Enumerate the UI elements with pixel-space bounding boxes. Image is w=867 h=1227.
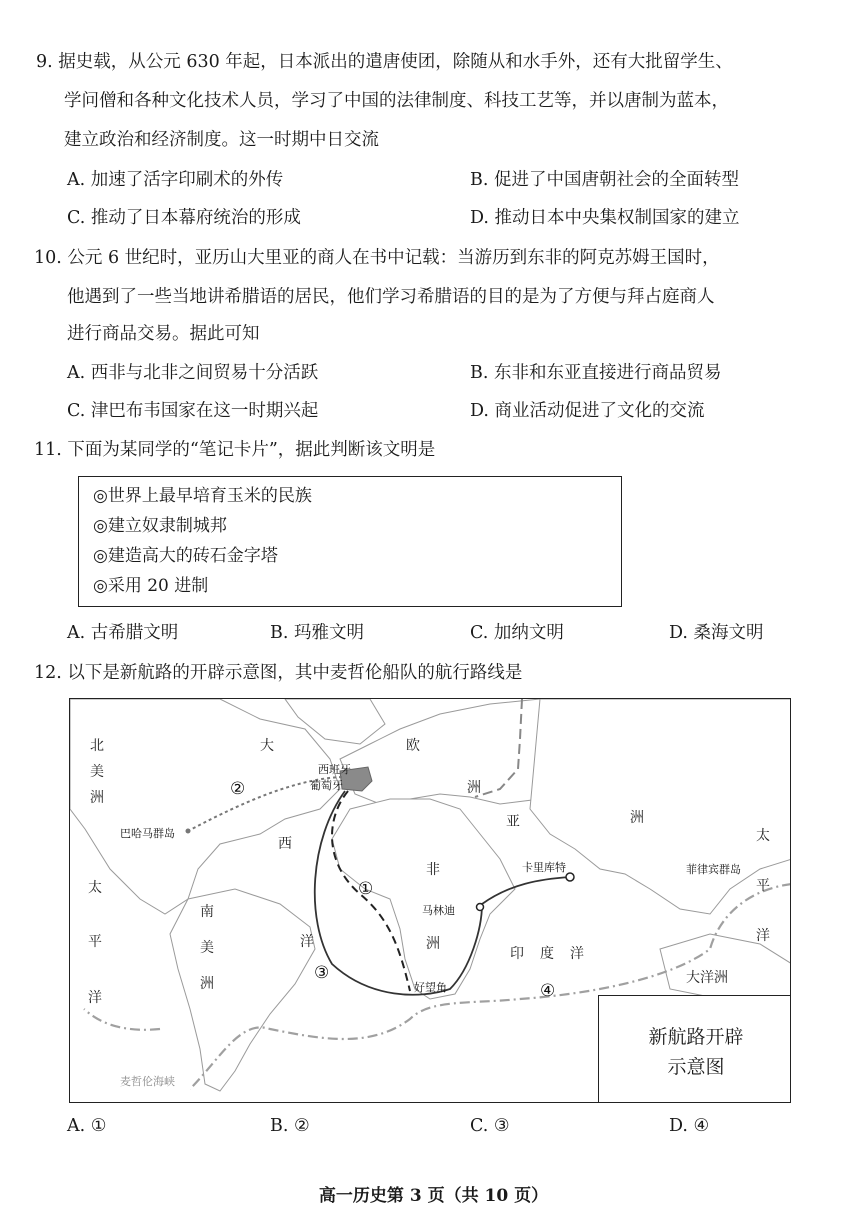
label-north-america-3: 洲 [90, 790, 104, 806]
bahamas-marker [186, 829, 191, 834]
q10-line-1: 10. 公元 6 世纪时，亚历山大里亚的商人在书中记载：当游历到东非的阿克苏姆王国时， [34, 248, 720, 268]
q12-option-d[interactable]: D. ④ [669, 1116, 710, 1136]
label-pacific-right-1: 太 [756, 828, 770, 844]
label-indian-ocean-3: 洋 [570, 946, 584, 962]
label-pacific-right-2: 平 [756, 878, 770, 894]
q11-option-c[interactable]: C. 加纳文明 [470, 623, 564, 643]
q10-option-a[interactable]: A. 西非与北非之间贸易十分活跃 [67, 363, 319, 383]
q10-option-d[interactable]: D. 商业活动促进了文化的交流 [470, 401, 705, 421]
route-2-label: ② [230, 779, 246, 799]
label-atlantic-1: 大 [260, 738, 274, 754]
map-title-line-1: 新航路开辟 [648, 1026, 744, 1048]
place-portugal: 葡萄牙 [310, 779, 343, 792]
label-oceania: 大洋洲 [686, 970, 728, 986]
calicut-marker [566, 873, 574, 881]
q10-option-c[interactable]: C. 津巴布韦国家在这一时期兴起 [67, 401, 319, 421]
africa-landmass [332, 799, 515, 999]
label-asia-2: 洲 [630, 810, 644, 826]
place-spain: 西班牙 [318, 763, 351, 776]
place-philippines: 菲律宾群岛 [686, 863, 741, 876]
q11-line: 11. 下面为某同学的“笔记卡片”，据此判断该文明是 [34, 440, 436, 460]
q11-option-a[interactable]: A. 古希腊文明 [67, 623, 179, 643]
label-north-america-2: 美 [90, 764, 104, 780]
q9-option-c[interactable]: C. 推动了日本幕府统治的形成 [67, 208, 301, 228]
label-africa-1: 非 [426, 862, 440, 878]
route-4-pacific-arrow [84, 1009, 160, 1030]
q10-line-2: 他遇到了一些当地讲希腊语的居民，他们学习希腊语的目的是为了方便与拜占庭商人 [67, 287, 715, 307]
note-card-item: ◎世界上最早培育玉米的民族 [93, 486, 312, 506]
q9-line-3: 建立政治和经济制度。这一时期中日交流 [64, 130, 379, 150]
note-card-item: ◎建造高大的砖石金字塔 [93, 546, 278, 566]
label-asia-1: 亚 [506, 814, 520, 830]
label-pacific-right-3: 洋 [756, 928, 770, 944]
label-south-america-3: 洲 [200, 976, 214, 992]
place-bahamas: 巴哈马群岛 [120, 827, 175, 840]
q11-option-d[interactable]: D. 桑海文明 [669, 623, 764, 643]
q9-line-1: 9. 据史载，从公元 630 年起，日本派出的遣唐使团，除随从和水手外，还有大批留学生、 [36, 52, 733, 72]
q12-option-b[interactable]: B. ② [270, 1116, 310, 1136]
label-atlantic-2: 西 [278, 836, 292, 852]
q9-option-b[interactable]: B. 促进了中国唐朝社会的全面转型 [470, 170, 739, 190]
route-4-label: ④ [540, 981, 556, 1001]
label-europe-2: 洲 [467, 780, 481, 796]
new-sea-routes-map [69, 698, 791, 1103]
q12-option-c[interactable]: C. ③ [470, 1116, 510, 1136]
q9-line-2: 学问僧和各种文化技术人员，学习了中国的法律制度、科技工艺等，并以唐制为蓝本， [64, 91, 729, 111]
label-south-america-2: 美 [200, 940, 214, 956]
label-pacific-left-3: 洋 [88, 990, 102, 1006]
label-north-america-1: 北 [90, 738, 104, 754]
place-malindi: 马林迪 [422, 904, 455, 917]
place-calicut: 卡里库特 [522, 861, 566, 874]
label-atlantic-3: 洋 [300, 934, 314, 950]
label-africa-2: 洲 [426, 936, 440, 952]
place-cape-good-hope: 好望角 [414, 981, 447, 994]
q11-option-b[interactable]: B. 玛雅文明 [270, 623, 364, 643]
label-indian-ocean-2: 度 [540, 946, 554, 962]
north-america-landmass [70, 699, 340, 914]
label-indian-ocean-1: 印 [510, 946, 524, 962]
q12-line: 12. 以下是新航路的开辟示意图，其中麦哲伦船队的航行路线是 [34, 663, 523, 683]
label-south-america-1: 南 [200, 904, 214, 920]
malindi-marker [477, 904, 484, 911]
note-card [78, 476, 622, 607]
route-1-label: ① [358, 879, 374, 899]
label-pacific-left-2: 平 [88, 934, 102, 950]
label-europe-1: 欧 [406, 738, 420, 754]
q9-option-d[interactable]: D. 推动日本中央集权制国家的建立 [470, 208, 740, 228]
south-america-landmass [170, 889, 315, 1091]
asia-landmass [530, 699, 791, 914]
label-pacific-left-1: 太 [88, 880, 102, 896]
note-card-item: ◎采用 20 进制 [93, 576, 209, 596]
page-footer: 高一历史第 3 页（共 10 页） [318, 1186, 549, 1206]
route-3-label: ③ [314, 963, 330, 983]
q10-option-b[interactable]: B. 东非和东亚直接进行商品贸易 [470, 363, 722, 383]
map-title-box [598, 995, 791, 1103]
q9-option-a[interactable]: A. 加速了活字印刷术的外传 [67, 170, 284, 190]
q10-line-3: 进行商品交易。据此可知 [67, 324, 260, 344]
q12-option-a[interactable]: A. ① [67, 1116, 107, 1136]
map-title-line-2: 示意图 [667, 1056, 725, 1078]
note-card-item: ◎建立奴隶制城邦 [93, 516, 227, 536]
place-magellan-strait: 麦哲伦海峡 [120, 1075, 175, 1088]
